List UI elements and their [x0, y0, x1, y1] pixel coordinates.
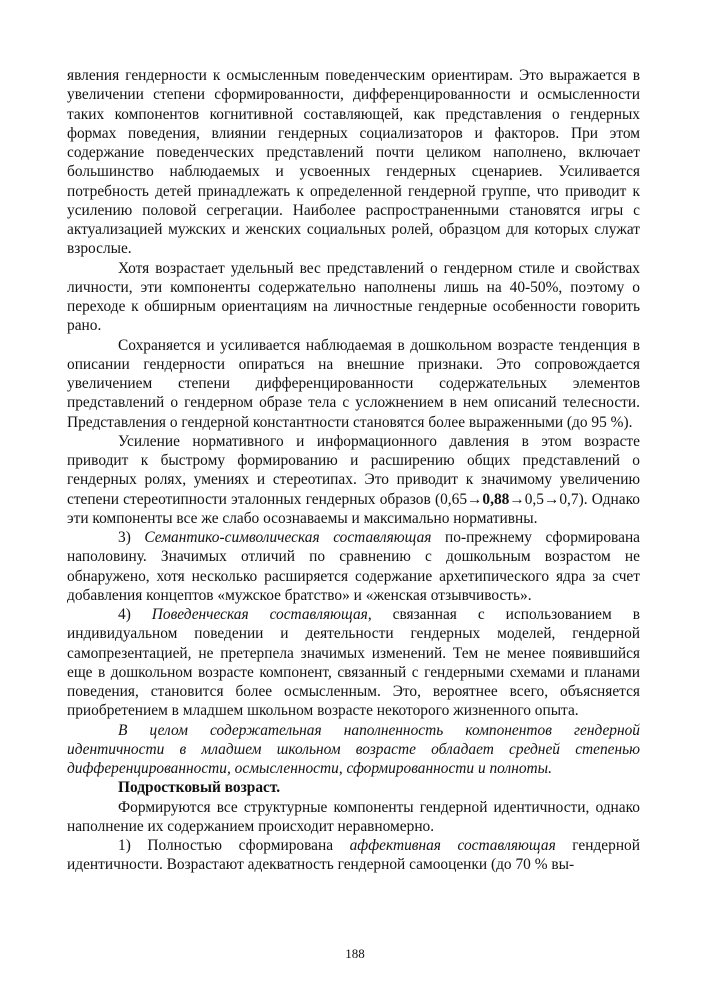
paragraph-9-rest: гендерной идентичности. Возрастают адекватность гендерной самооценки (до 70 % вы- — [67, 837, 640, 874]
paragraph-7-summary: В целом содержательная наполненность компонентов гендерной идентичности в младшем школьном возрасте обладает средней степенью дифференцированности, осмысленности, сформированности и полноты. — [67, 721, 640, 777]
paragraph-9-term: аффективная составляющая — [349, 837, 556, 854]
paragraph-4 — [67, 432, 640, 528]
paragraph-5-term: Семантико-символическая составляющая — [144, 529, 432, 546]
paragraph-3: Сохраняется и усиливается наблюдаемая в дошкольном возрасте тенденция в описании гендерности опираться на внешние признаки. Это сопровождается увеличением степени дифференцированности содержательных элементов представлений о гендерном образе тела с усложнением в нем описаний телесности. Представления о гендерной константности становятся более выраженными (до 95 %). — [67, 336, 640, 431]
paragraph-6-term: Поведенческая составляющая — [151, 606, 368, 623]
paragraph-4-text-b: →0,5→0,7). Однако эти компоненты все же слабо осознаваемы и максимально нормативны. — [67, 490, 641, 527]
paragraph-5-rest: по-прежнему сформирована наполовину. Значимых отличий по сравнению с дошкольным возрастом не обнаружено, хотя несколько расширяется содержание архетипического ядра за счет добавления концептов «мужское братство» и «женская отзывчивость». — [67, 529, 641, 604]
paragraph-4-text-a: Усиление нормативного и информационного давления в этом возрасте приводит к быстрому формированию и расширению общих представлений о гендерных ролях, умениях и стереотипах. Это приводит к значимому увеличению степени стереотипности эталонных гендерных образов (0,65→ — [67, 432, 640, 508]
paragraph-6 — [67, 605, 640, 721]
paragraph-9-lead: 1) Полностью сформирована — [118, 837, 350, 854]
paragraph-4-bold-value: 0,88 — [482, 490, 510, 508]
page-number: 188 — [345, 946, 365, 961]
paragraph-1: явления гендерности к осмысленным поведенческим ориентирам. Это выражается в увеличении степени сформированности, дифференцированности и осмысленности таких компонентов когнитивной составляющей, как представления о гендерных формах поведения, влиянии гендерных социализаторов и факторов. При этом содержание поведенческих представлений почти целиком наполнено, включает большинство наблюдаемых и усвоенных гендерных сценариев. Усиливается потребность детей принадлежать к определенной гендерной группе, что приводит к усилению половой сегрегации. Наиболее распространенными становятся игры с актуализацией мужских и женских социальных ролей, образцом для которых служат взрослые. — [67, 67, 640, 258]
paragraph-5-lead: 3) — [118, 529, 145, 546]
section-heading: Подростковый возраст. — [118, 779, 281, 797]
paragraph-8: Формируются все структурные компоненты гендерной идентичности, однако наполнение их содержанием происходит неравномерно. — [67, 798, 640, 835]
paragraph-5 — [67, 528, 640, 605]
paragraph-6-lead: 4) — [118, 606, 152, 623]
paragraph-9 — [67, 836, 640, 875]
paragraph-2: Хотя возрастает удельный вес представлений о гендерном стиле и свойствах личности, эти компоненты содержательно наполнены лишь на 40-50%, поэтому о переходе к обширным ориентациям на личностные гендерные особенности говорить рано. — [67, 259, 640, 335]
body-text — [67, 66, 640, 875]
paragraph-6-rest: , связанная с использованием в индивидуальном поведении и деятельности гендерных моделей, гендерной самопрезентацией, не претерпела значимых изменений. Тем не менее появившийся еще в дошкольном возрасте компонент, связанный с гендерными схемами и планами поведения, становится более осмысленным. Это, вероятнее всего, объясняется приобретением в младшем школьном возрасте некоторого жизненного опыта. — [67, 606, 640, 720]
